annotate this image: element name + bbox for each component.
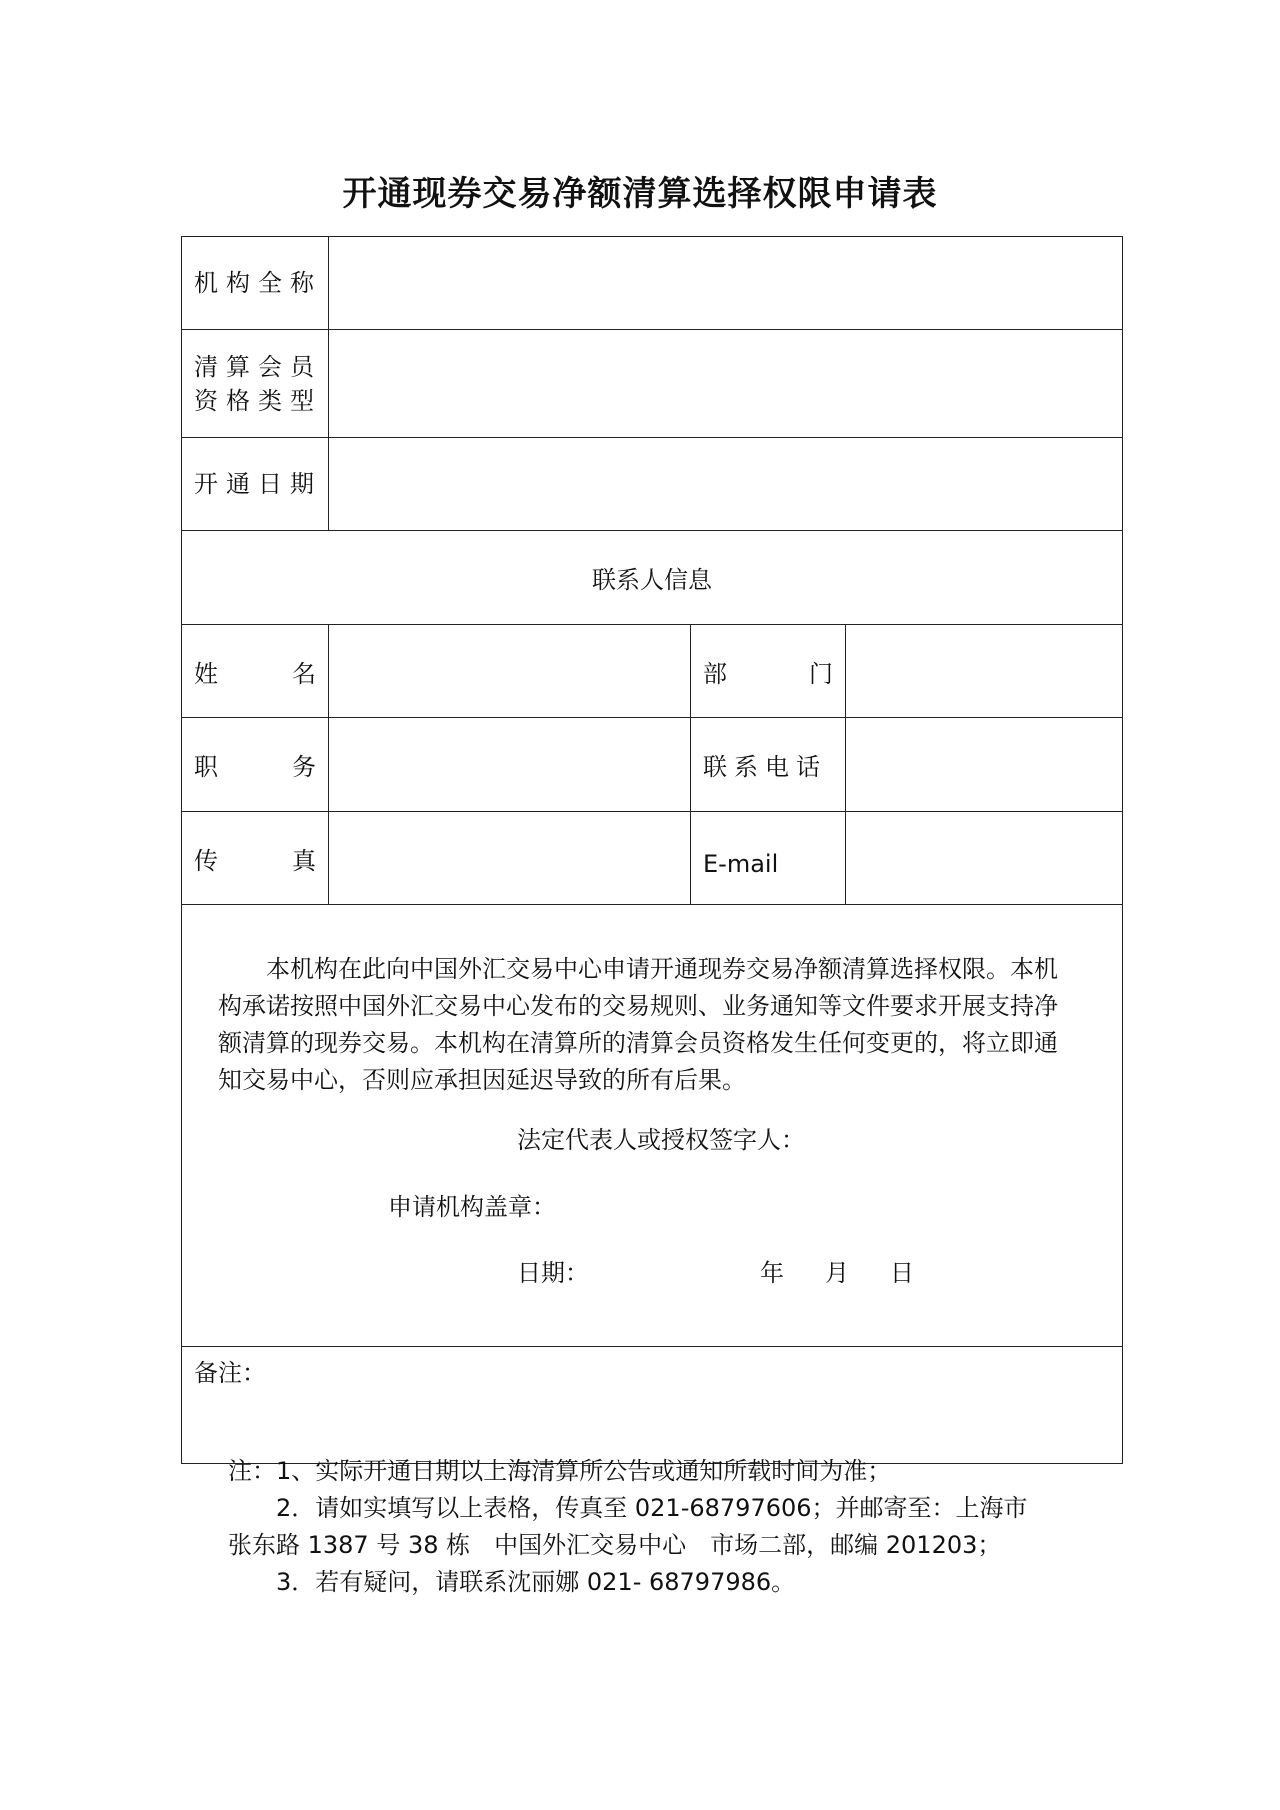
label-dept-b: 门 (809, 659, 833, 688)
statement-text: 本机构在此向中国外汇交易中心申请开通现券交易净额清算选择权限。本机构承诺按照中国外汇交易中心发布的交易规则、业务通知等文件要求开展支持净额清算的现券交易。本机构在清算所的清算会员资格发生任何变更的，将立即通知交易中心，否则应承担因延迟导致的所有后果。 (218, 955, 1058, 1094)
field-email[interactable] (846, 812, 1123, 905)
row-remarks (182, 1347, 1123, 1464)
label-dept-a: 部 (703, 659, 727, 688)
contact-info-header: 联系人信息 (182, 531, 1123, 625)
field-fax[interactable] (329, 812, 691, 905)
note-line-2: 2．请如实填写以上表格，传真至 021-68797606；并邮寄至：上海市 (228, 1494, 1028, 1522)
label-fax-a: 传 (194, 846, 218, 875)
label-title-b: 务 (292, 753, 316, 781)
label-fax-b: 真 (292, 846, 316, 875)
label-title (182, 718, 329, 812)
label-open-date: 开通日期 (182, 438, 329, 531)
row-name-dept (182, 625, 1123, 718)
row-title-phone (182, 718, 1123, 812)
label-phone: 联系电话 (691, 718, 846, 812)
application-form-table (181, 236, 1123, 1464)
label-member-type (182, 330, 329, 438)
label-name-b: 名 (292, 659, 316, 688)
field-open-date[interactable] (329, 438, 1123, 531)
field-name[interactable] (329, 625, 691, 718)
label-name (182, 625, 329, 718)
remarks-cell[interactable] (182, 1347, 1123, 1464)
label-institution-name: 机构全称 (182, 237, 329, 330)
label-dept (691, 625, 846, 718)
statement-cell (182, 905, 1123, 1347)
row-member-type (182, 330, 1123, 438)
field-member-type[interactable] (329, 330, 1123, 438)
note-line-4: 3．若有疑问，请联系沈丽娜 021- 68797986。 (228, 1568, 796, 1596)
note-line-1: 注：1、实际开通日期以上海清算所公告或通知所载时间为准； (228, 1457, 892, 1485)
field-dept[interactable] (846, 625, 1123, 718)
label-fax (182, 812, 329, 905)
field-institution-name[interactable] (329, 237, 1123, 330)
date-label: 日期： (517, 1259, 589, 1287)
note-line-3: 张东路 1387 号 38 栋 中国外汇交易中心 市场二部，邮编 201203； (228, 1531, 1002, 1559)
label-email: E-mail (691, 812, 846, 905)
field-title[interactable] (329, 718, 691, 812)
label-name-a: 姓 (194, 659, 218, 688)
footnotes (228, 1453, 1108, 1601)
row-fax-email (182, 812, 1123, 905)
row-institution-name (182, 237, 1123, 330)
date-month: 月 (825, 1259, 849, 1287)
label-member-type-line1: 清算会员 (194, 352, 322, 381)
form-title: 开通现券交易净额清算选择权限申请表 (342, 174, 938, 214)
date-day: 日 (890, 1259, 914, 1287)
field-phone[interactable] (846, 718, 1123, 812)
row-statement (182, 905, 1123, 1347)
label-member-type-line2: 资格类型 (194, 386, 322, 415)
remarks-label: 备注： (194, 1359, 266, 1387)
row-open-date (182, 438, 1123, 531)
date-year: 年 (760, 1259, 784, 1287)
seal-label: 申请机构盖章： (388, 1193, 556, 1221)
row-contact-header (182, 531, 1123, 625)
label-title-a: 职 (194, 753, 218, 781)
signatory-label: 法定代表人或授权签字人： (517, 1126, 805, 1154)
